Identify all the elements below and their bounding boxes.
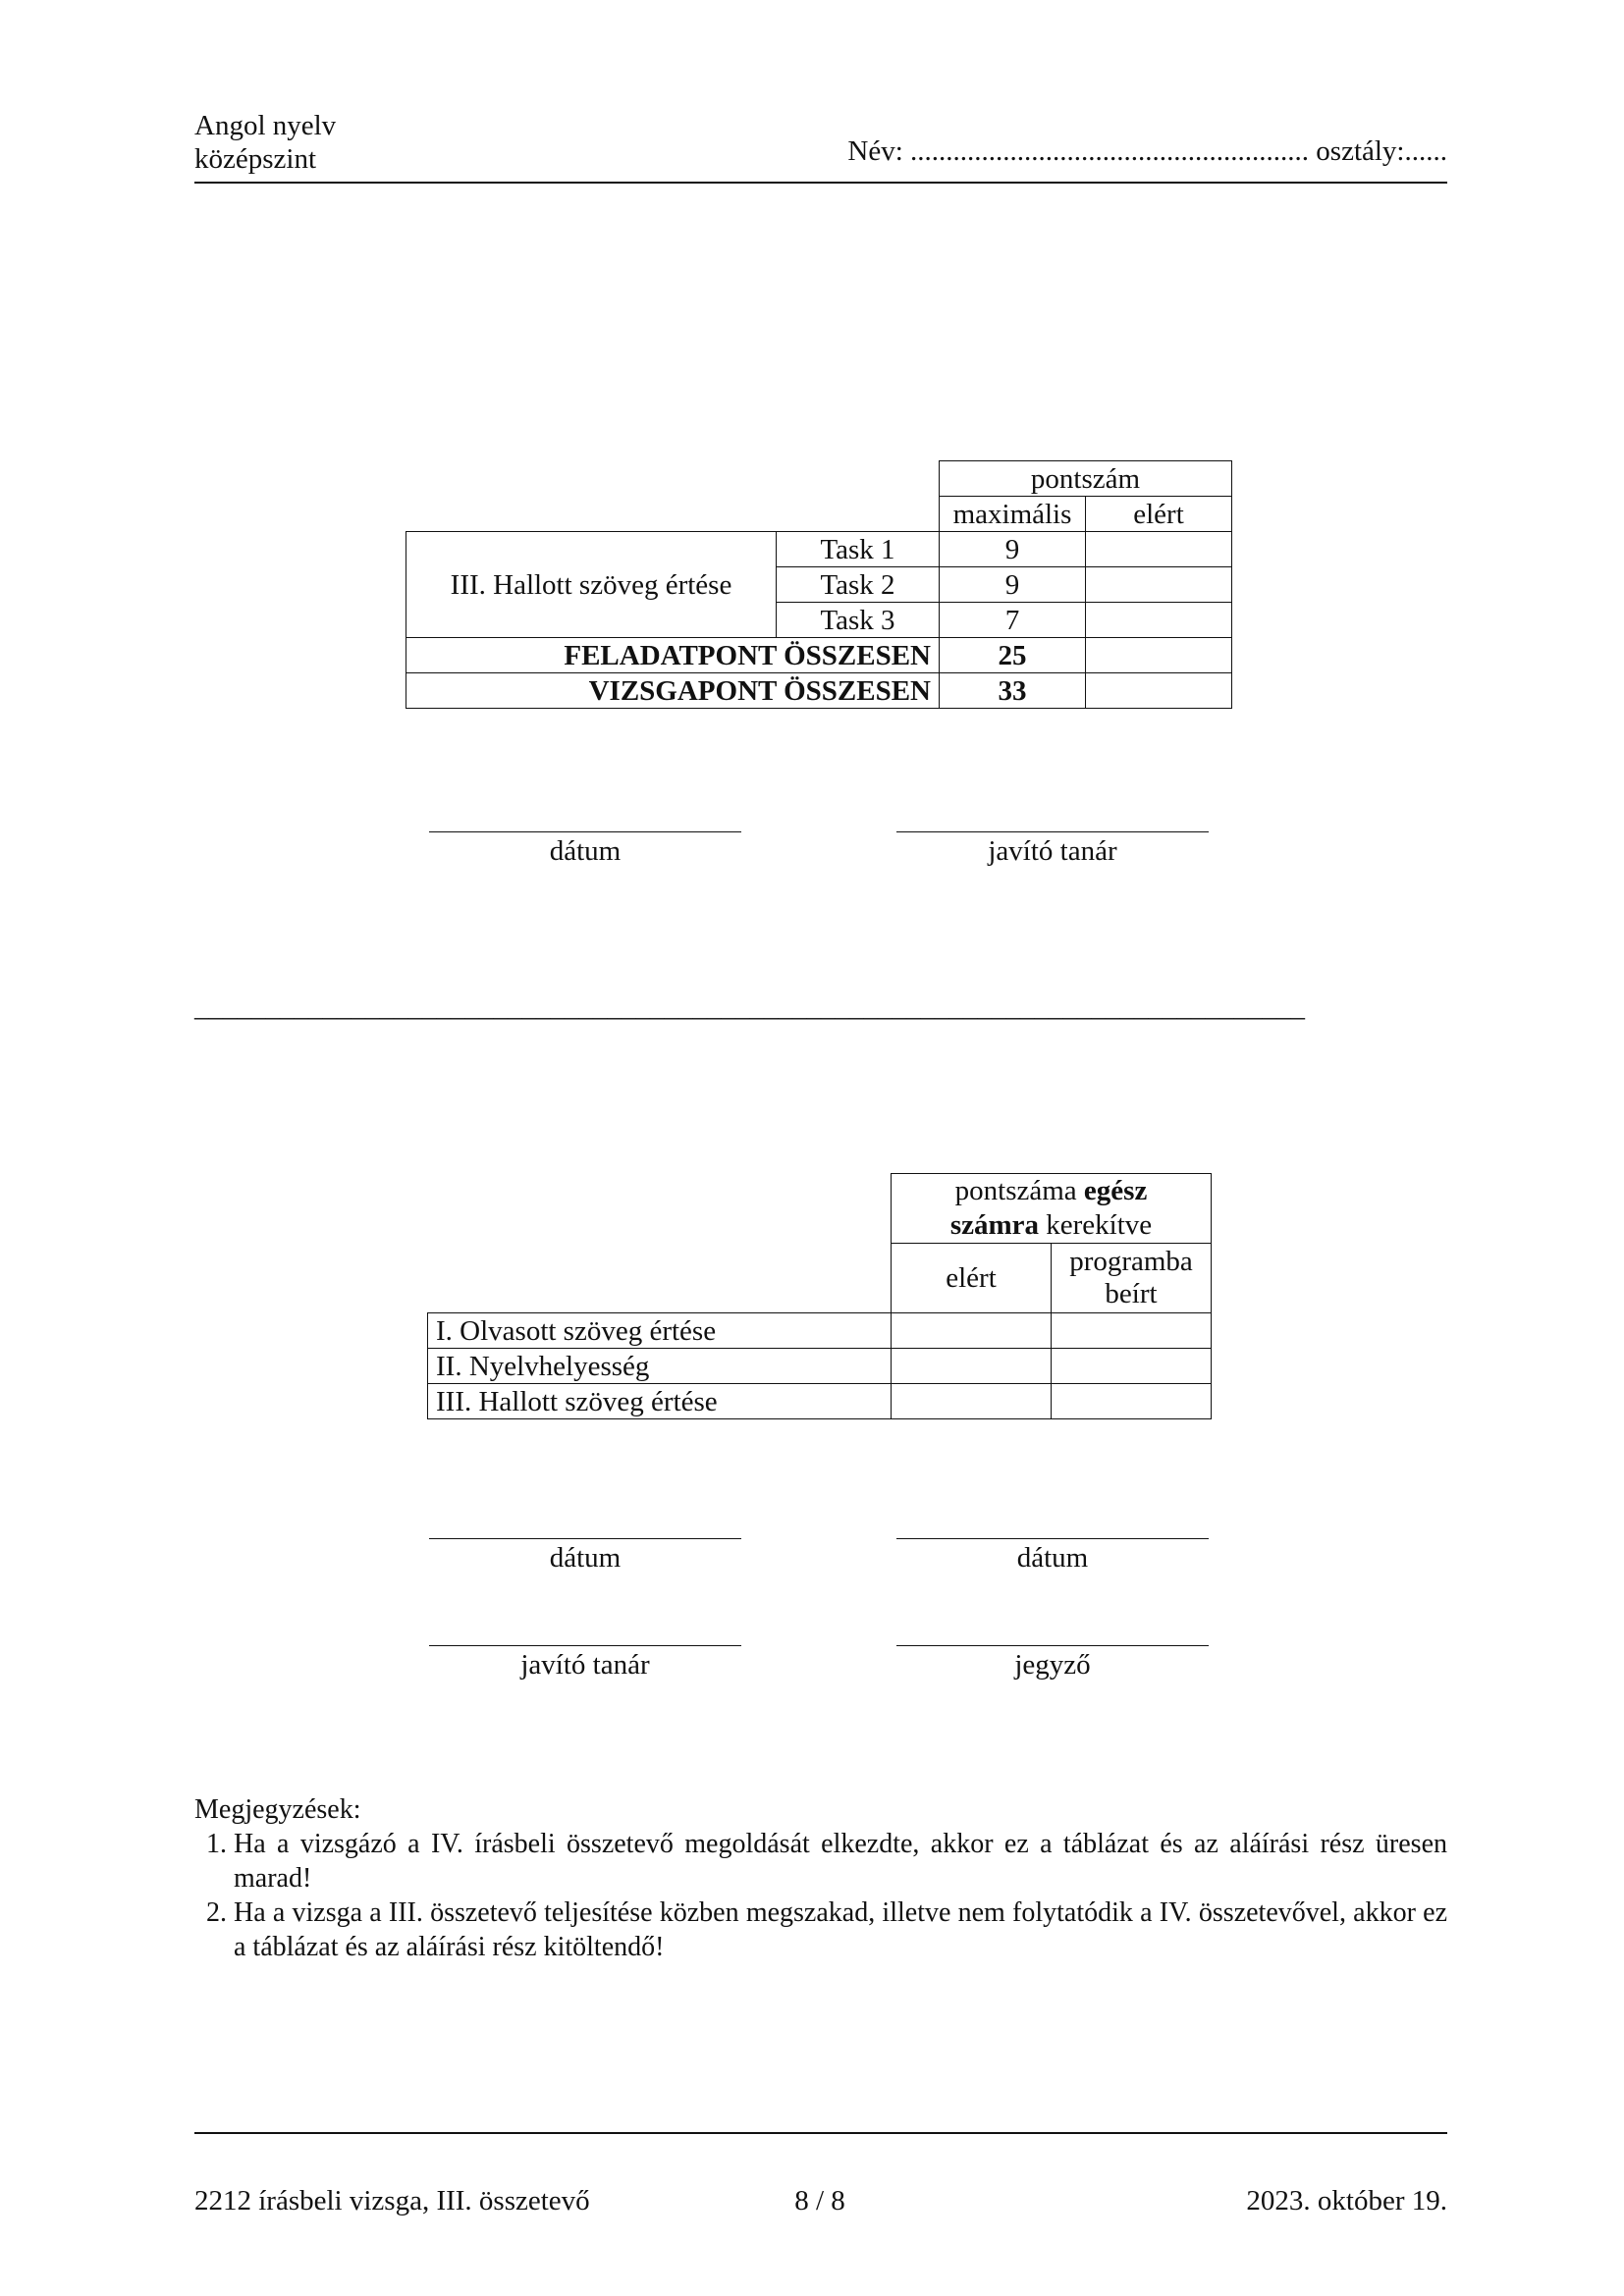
points-header: pontszám	[940, 461, 1232, 497]
date-label: dátum	[549, 835, 622, 867]
note-item: 2. Ha a vizsga a III. összetevő teljesítése közben megszakad, illetve nem folytatódik a IV. összetevővel, akkor ez a táblázat és az aláírási rész kitöltendő!	[234, 1896, 1447, 1964]
header-rule	[194, 182, 1447, 184]
task-achieved-cell[interactable]	[1086, 567, 1232, 603]
max-points-header: maximális	[940, 497, 1086, 532]
date-signature-line[interactable]	[429, 1538, 741, 1539]
task-achieved-cell[interactable]	[1086, 603, 1232, 638]
score-table-rounded	[427, 1173, 1212, 1419]
row-label: III. Hallott szöveg értése	[428, 1384, 892, 1419]
task-label: Task 1	[777, 532, 940, 567]
task-label: Task 3	[777, 603, 940, 638]
date-signature-line[interactable]	[896, 1538, 1209, 1539]
task-achieved-cell[interactable]	[1086, 532, 1232, 567]
teacher-label: javító tanár	[988, 835, 1117, 867]
subject-line-1: Angol nyelv	[194, 110, 337, 141]
task-total-value: 25	[940, 638, 1086, 673]
row-label: II. Nyelvhelyesség	[428, 1349, 892, 1384]
notes-list	[194, 1827, 1447, 1964]
date-signature-line[interactable]	[429, 831, 741, 832]
task-max: 9	[940, 567, 1086, 603]
notes-section	[194, 1792, 1447, 1964]
achieved-cell[interactable]	[892, 1384, 1052, 1419]
program-entered-header: programba beírt	[1052, 1244, 1212, 1313]
score-table-listening	[406, 460, 1232, 709]
achieved-points-header: elért	[1086, 497, 1232, 532]
task-total-achieved-cell[interactable]	[1086, 638, 1232, 673]
task-max: 9	[940, 532, 1086, 567]
page-number: 8 / 8	[794, 2185, 845, 2216]
teacher-signature-line[interactable]	[429, 1645, 741, 1646]
footer-date: 2023. október 19.	[1246, 2185, 1447, 2216]
section-label: III. Hallott szöveg értése	[406, 532, 777, 638]
footer-exam-info: 2212 írásbeli vizsga, III. összetevő	[194, 2185, 590, 2216]
program-cell[interactable]	[1052, 1349, 1212, 1384]
subject-line-2: középszint	[194, 143, 317, 175]
rounded-points-header: pontszáma egész számra kerekítve	[892, 1174, 1212, 1244]
notes-title: Megjegyzések:	[194, 1794, 361, 1825]
notary-signature-line[interactable]	[896, 1645, 1209, 1646]
achieved-header: elért	[892, 1244, 1052, 1313]
program-cell[interactable]	[1052, 1384, 1212, 1419]
task-max: 7	[940, 603, 1086, 638]
achieved-cell[interactable]	[892, 1313, 1052, 1349]
task-total-label: FELADATPONT ÖSSZESEN	[406, 638, 940, 673]
task-label: Task 2	[777, 567, 940, 603]
exam-total-achieved-cell[interactable]	[1086, 673, 1232, 709]
exam-total-value: 33	[940, 673, 1086, 709]
footer-rule	[194, 2132, 1447, 2134]
section-separator: ______________________________________________________________________________	[194, 991, 1305, 1023]
exam-total-label: VIZSGAPONT ÖSSZESEN	[406, 673, 940, 709]
achieved-cell[interactable]	[892, 1349, 1052, 1384]
name-class-field: Név: ........................................................ osztály:......	[847, 135, 1447, 167]
teacher-signature-line[interactable]	[896, 831, 1209, 832]
row-label: I. Olvasott szöveg értése	[428, 1313, 892, 1349]
teacher-label: javító tanár	[520, 1649, 650, 1681]
date-label: dátum	[1016, 1542, 1089, 1574]
note-item: 1. Ha a vizsgázó a IV. írásbeli összetevő megoldását elkezdte, akkor ez a táblázat és az aláírási rész üresen marad!	[234, 1827, 1447, 1896]
date-label: dátum	[549, 1542, 622, 1574]
notary-label: jegyző	[1014, 1649, 1091, 1681]
program-cell[interactable]	[1052, 1313, 1212, 1349]
